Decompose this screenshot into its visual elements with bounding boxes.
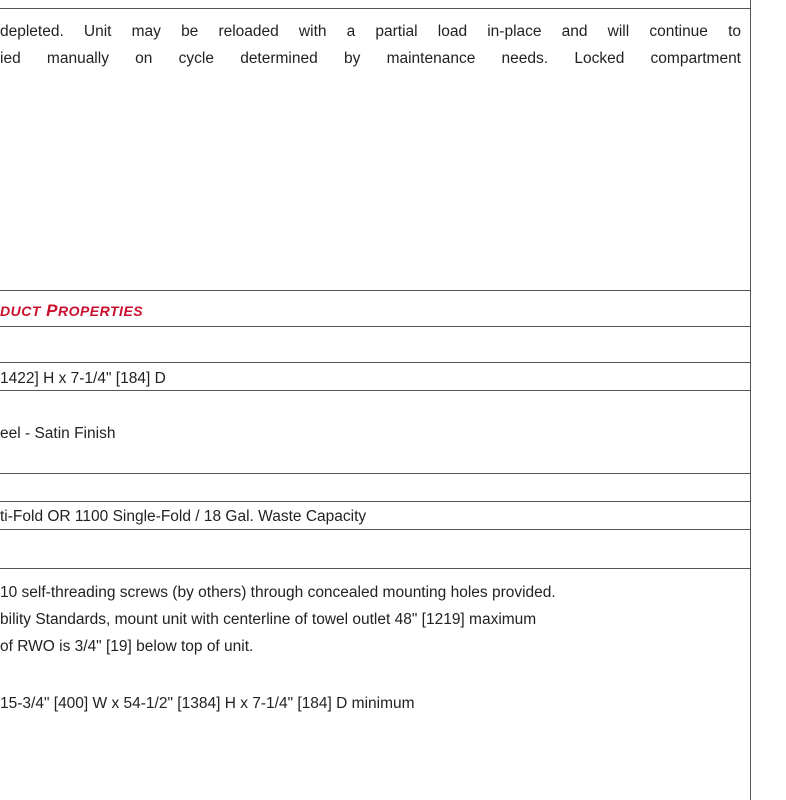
top-rule	[0, 8, 751, 9]
heading-cap: P	[46, 301, 58, 320]
dimensions-value: 1422] H x 7-1/4" [184] D	[0, 370, 166, 387]
right-border	[750, 0, 751, 800]
heading-bottom-rule	[0, 326, 751, 327]
installation-line-3: of RWO is 3/4" [19] below top of unit.	[0, 638, 254, 655]
description-line-2: ied manually on cycle determined by maintenance needs. Locked compartment	[0, 50, 741, 67]
rough-opening-value: 15-3/4" [400] W x 54-1/2" [1384] H x 7-1/4" [184] D minimum	[0, 695, 415, 712]
row-rule-5	[0, 529, 751, 530]
row-rule-2	[0, 390, 751, 391]
row-rule-1	[0, 362, 751, 363]
installation-line-2: bility Standards, mount unit with centerline of towel outlet 48" [1219] maximum	[0, 611, 537, 628]
material-value: eel - Satin Finish	[0, 425, 116, 442]
row-rule-4	[0, 501, 751, 502]
heading-part1: DUCT	[0, 303, 41, 319]
row-rule-6	[0, 568, 751, 569]
section-heading	[0, 301, 143, 321]
row-rule-3	[0, 473, 751, 474]
section-top-rule	[0, 290, 751, 291]
description-line-1: depleted. Unit may be reloaded with a partial load in-place and will continue to	[0, 23, 741, 40]
installation-line-1: 10 self-threading screws (by others) through concealed mounting holes provided.	[0, 584, 556, 601]
capacity-value: ti-Fold OR 1100 Single-Fold / 18 Gal. Waste Capacity	[0, 508, 367, 525]
heading-part2: ROPERTIES	[57, 303, 144, 319]
